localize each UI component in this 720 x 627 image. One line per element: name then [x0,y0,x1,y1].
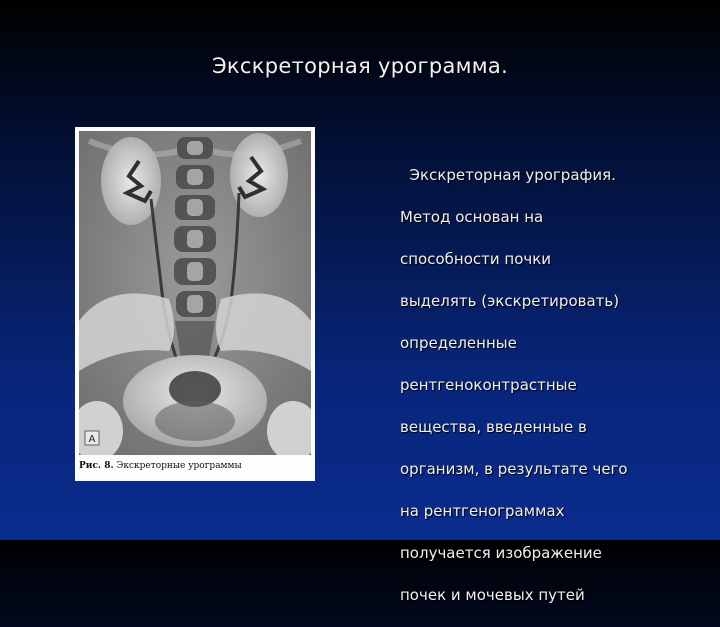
xray-image [79,131,311,455]
slide-title: Экскреторная урограмма. [211,54,509,78]
body-line: способности почки [400,250,552,268]
body-line: рентгеноконтрастные [400,376,577,394]
body-line: вещества, введенные в [400,418,587,436]
body-line: получается изображение [400,544,602,562]
body-line: организм, в результате чего [400,460,628,478]
caption-prefix: Рис. 8. [79,461,114,471]
xray-marker: А [88,434,96,445]
body-line: почек и мочевых путей [400,586,585,604]
figure-caption [79,461,309,471]
body-line: Метод основан на [400,208,544,226]
body-text [400,144,700,627]
caption-text: Экскреторные урограммы [116,461,242,471]
body-line: на рентгенограммах [400,502,565,520]
body-line: выделять (экскретировать) [400,292,620,310]
body-line: определенные [400,334,517,352]
body-line: Экскреторная урография. [400,166,616,184]
xray-figure [75,127,315,481]
